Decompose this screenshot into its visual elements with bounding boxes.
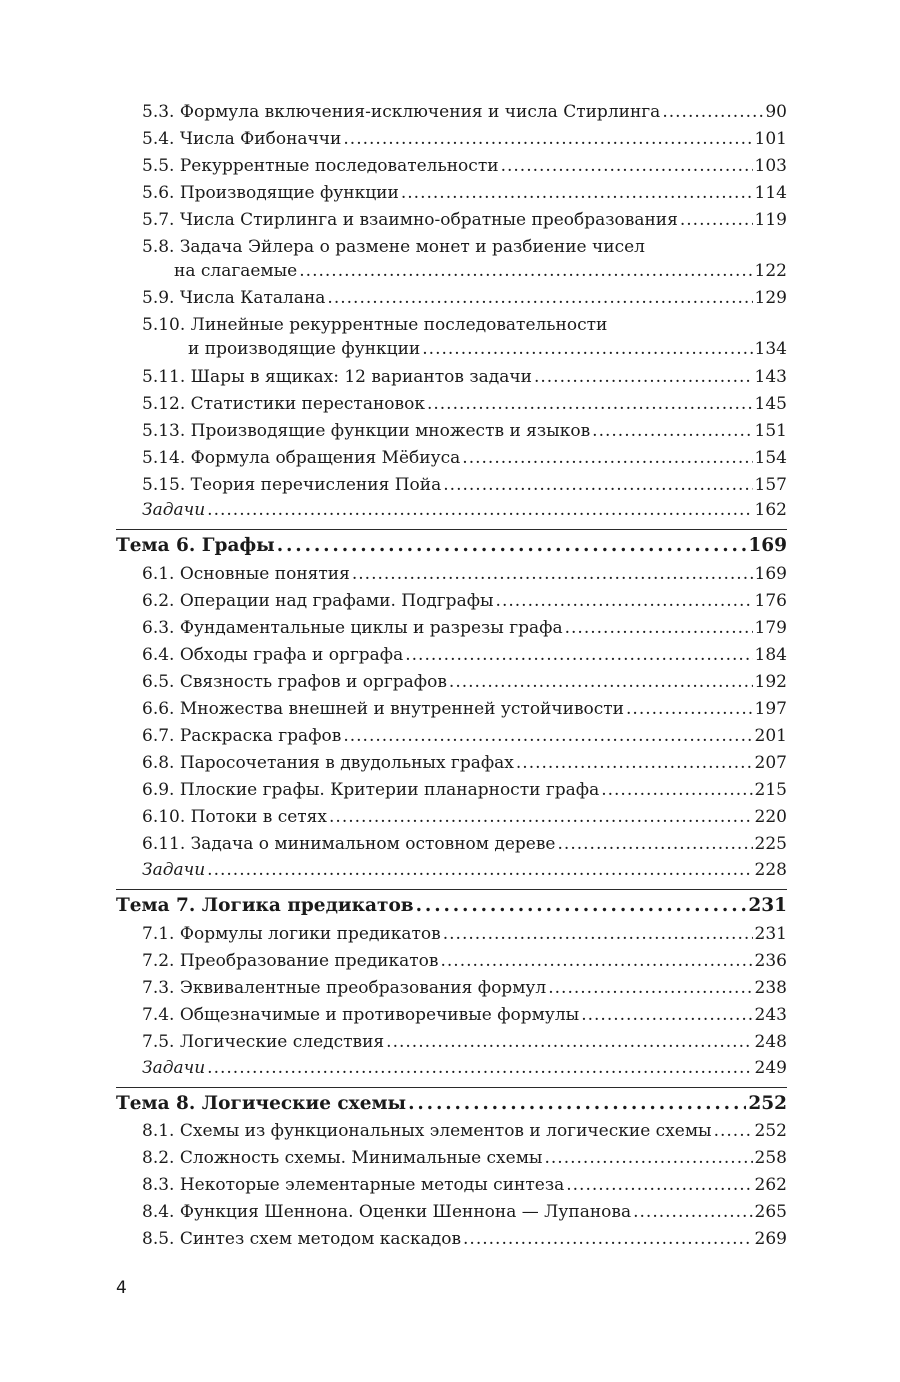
toc-entry-tasks-5[interactable]: [142, 500, 787, 520]
toc-entry-5-6[interactable]: [142, 183, 787, 203]
toc-title: 8.3. Некоторые элементарные методы синтеза: [142, 1175, 565, 1195]
toc-entry-8-1[interactable]: [142, 1121, 787, 1141]
toc-entry-7-4[interactable]: [142, 1005, 787, 1025]
toc-title-line1: 5.8. Задача Эйлера о размене монет и разбиение чисел: [142, 237, 645, 257]
toc-title: 6.1. Основные понятия: [142, 564, 350, 584]
section-divider: [116, 529, 787, 530]
toc-entry-8-4[interactable]: [142, 1202, 787, 1222]
toc-title: 7.2. Преобразование предикатов: [142, 951, 439, 971]
toc-page: 220: [754, 807, 787, 827]
leader-dots: [463, 1229, 753, 1249]
leader-dots: [207, 1058, 752, 1078]
leader-dots: [501, 156, 753, 176]
leader-dots: [516, 753, 753, 773]
toc-entry-tasks-6[interactable]: [142, 860, 787, 880]
toc-page: 176: [754, 591, 787, 611]
leader-dots: [422, 339, 752, 359]
toc-title: 5.14. Формула обращения Мёбиуса: [142, 448, 461, 468]
toc-page: 231: [748, 895, 787, 916]
leader-dots: [416, 896, 747, 916]
toc-title: Тема 6. Графы: [116, 535, 275, 556]
toc-title: 5.9. Числа Каталана: [142, 288, 326, 308]
toc-page: 225: [754, 834, 787, 854]
toc-page: 236: [754, 951, 787, 971]
leader-dots: [207, 860, 752, 880]
toc-entry-5-7[interactable]: [142, 210, 787, 230]
toc-page: 207: [754, 753, 787, 773]
leader-dots: [408, 1094, 746, 1114]
toc-entry-7-5[interactable]: [142, 1032, 787, 1052]
leader-dots: [462, 448, 752, 468]
toc-title: 5.12. Статистики перестановок: [142, 394, 425, 414]
toc-title: Тема 8. Логические схемы: [116, 1093, 407, 1114]
toc-title: 8.5. Синтез схем методом каскадов: [142, 1229, 462, 1249]
leader-dots: [352, 564, 753, 584]
leader-dots: [299, 261, 752, 281]
toc-page: 238: [754, 978, 787, 998]
toc-title: 8.1. Схемы из функциональных элементов и логические схемы: [142, 1121, 712, 1141]
toc-title: Тема 7. Логика предикатов: [116, 895, 414, 916]
leader-dots: [277, 536, 747, 556]
toc-page: 228: [754, 860, 787, 880]
toc-title: 6.2. Операции над графами. Подграфы: [142, 591, 494, 611]
toc-title: 6.10. Потоки в сетях: [142, 807, 327, 827]
toc-page: 162: [754, 500, 787, 520]
toc-title: Задачи: [142, 860, 206, 880]
leader-dots: [427, 394, 753, 414]
leader-dots: [386, 1032, 752, 1052]
toc-page: 129: [754, 288, 787, 308]
toc-page: 231: [754, 924, 787, 944]
toc-entry-5-10[interactable]: [142, 315, 787, 359]
toc-theme-6[interactable]: [116, 536, 787, 556]
toc-title: 6.11. Задача о минимальном остовном дереве: [142, 834, 556, 854]
toc-title-line2: на слагаемые: [174, 261, 298, 281]
toc-page: 154: [754, 448, 787, 468]
toc-entry-6-9[interactable]: [142, 780, 787, 800]
leader-dots: [714, 1121, 753, 1141]
leader-dots: [566, 1175, 752, 1195]
toc-page: 119: [754, 210, 787, 230]
toc-entry-6-8[interactable]: [142, 753, 787, 773]
toc-title-line2: и производящие функции: [188, 339, 421, 359]
toc-page: 122: [754, 261, 787, 281]
leader-dots: [401, 183, 753, 203]
toc-title: 5.3. Формула включения-исключения и числа Стирлинга: [142, 102, 661, 122]
toc-page: 262: [754, 1175, 787, 1195]
toc-page: 252: [754, 1121, 787, 1141]
toc-title: 6.3. Фундаментальные циклы и разрезы графа: [142, 618, 563, 638]
toc-page: 101: [754, 129, 787, 149]
toc-page: 169: [754, 564, 787, 584]
toc-title: 8.4. Функция Шеннона. Оценки Шеннона — Лупанова: [142, 1202, 632, 1222]
toc-page: 90: [765, 102, 787, 122]
toc-title: 6.5. Связность графов и орграфов: [142, 672, 447, 692]
toc-page: 197: [754, 699, 787, 719]
toc-entry-6-4[interactable]: [142, 645, 787, 665]
leader-dots: [440, 951, 752, 971]
toc-entry-5-11[interactable]: [142, 367, 787, 387]
toc-title: 6.4. Обходы графа и орграфа: [142, 645, 404, 665]
toc-entry-tasks-7[interactable]: [142, 1058, 787, 1078]
leader-dots: [496, 591, 753, 611]
leader-dots: [592, 421, 752, 441]
leader-dots: [662, 102, 763, 122]
toc-entry-7-1[interactable]: [142, 924, 787, 944]
toc-page: 201: [754, 726, 787, 746]
toc-page: 243: [754, 1005, 787, 1025]
toc-title: Задачи: [142, 500, 206, 520]
toc-entry-5-4[interactable]: [142, 129, 787, 149]
toc-entry-6-1[interactable]: [142, 564, 787, 584]
leader-dots: [565, 618, 753, 638]
leader-dots: [449, 672, 753, 692]
leader-dots: [548, 978, 752, 998]
toc-theme-8[interactable]: [116, 1094, 787, 1114]
leader-dots: [558, 834, 753, 854]
toc-page: 114: [754, 183, 787, 203]
toc-title: 6.9. Плоские графы. Критерии планарности графа: [142, 780, 600, 800]
leader-dots: [443, 475, 752, 495]
toc-entry-8-3[interactable]: [142, 1175, 787, 1195]
toc-entry-6-11[interactable]: [142, 834, 787, 854]
toc-entry-6-3[interactable]: [142, 618, 787, 638]
toc-entry-6-10[interactable]: [142, 807, 787, 827]
toc-title: 8.2. Сложность схемы. Минимальные схемы: [142, 1148, 543, 1168]
toc-entry-5-5[interactable]: [142, 156, 787, 176]
toc-title: 7.4. Общезначимые и противоречивые формулы: [142, 1005, 580, 1025]
leader-dots: [329, 807, 753, 827]
toc-entry-5-14[interactable]: [142, 448, 787, 468]
toc-entry-5-8[interactable]: [142, 237, 787, 281]
toc-title: 7.3. Эквивалентные преобразования формул: [142, 978, 547, 998]
toc-page: 184: [754, 645, 787, 665]
toc-page: 192: [754, 672, 787, 692]
toc-page: 258: [754, 1148, 787, 1168]
toc-entry-5-12[interactable]: [142, 394, 787, 414]
toc-title: 5.13. Производящие функции множеств и языков: [142, 421, 591, 441]
leader-dots: [207, 500, 752, 520]
toc-page: 134: [754, 339, 787, 359]
toc-entry-5-9[interactable]: [142, 288, 787, 308]
page-number: 4: [116, 1278, 127, 1298]
toc-entry-5-3[interactable]: [142, 102, 787, 122]
toc-page: 265: [754, 1202, 787, 1222]
toc-title: 6.6. Множества внешней и внутренней устойчивости: [142, 699, 625, 719]
toc-title: 7.1. Формулы логики предикатов: [142, 924, 441, 944]
toc-entry-5-13[interactable]: [142, 421, 787, 441]
toc-page: 103: [754, 156, 787, 176]
toc-page: 157: [754, 475, 787, 495]
toc-page: 249: [754, 1058, 787, 1078]
toc-entry-7-2[interactable]: [142, 951, 787, 971]
toc-page: 248: [754, 1032, 787, 1052]
toc-title: 5.5. Рекуррентные последовательности: [142, 156, 499, 176]
toc-entry-7-3[interactable]: [142, 978, 787, 998]
toc-title: 5.11. Шары в ящиках: 12 вариантов задачи: [142, 367, 532, 387]
toc-entry-6-2[interactable]: [142, 591, 787, 611]
toc-page: 179: [754, 618, 787, 638]
leader-dots: [327, 288, 752, 308]
toc-page: 215: [754, 780, 787, 800]
toc-title: 5.15. Теория перечисления Пойа: [142, 475, 442, 495]
toc-entry-6-6[interactable]: [142, 699, 787, 719]
toc-entry-5-15[interactable]: [142, 475, 787, 495]
section-divider: [116, 1087, 787, 1088]
leader-dots: [680, 210, 753, 230]
toc-title: Задачи: [142, 1058, 206, 1078]
toc-title: 6.7. Раскраска графов: [142, 726, 342, 746]
leader-dots: [626, 699, 753, 719]
leader-dots: [443, 924, 753, 944]
leader-dots: [534, 367, 753, 387]
toc-entry-6-5[interactable]: [142, 672, 787, 692]
toc-title-line1: 5.10. Линейные рекуррентные последовательности: [142, 315, 608, 335]
leader-dots: [343, 726, 752, 746]
toc-title: 6.8. Паросочетания в двудольных графах: [142, 753, 514, 773]
toc-page: 269: [754, 1229, 787, 1249]
toc-entry-8-5[interactable]: [142, 1229, 787, 1249]
leader-dots: [633, 1202, 752, 1222]
toc-title: 5.7. Числа Стирлинга и взаимно-обратные преобразования: [142, 210, 678, 230]
leader-dots: [343, 129, 752, 149]
toc-page: 151: [754, 421, 787, 441]
toc-page: 143: [754, 367, 787, 387]
leader-dots: [601, 780, 752, 800]
toc-title: 5.6. Производящие функции: [142, 183, 399, 203]
leader-dots: [405, 645, 752, 665]
leader-dots: [581, 1005, 752, 1025]
toc-entry-6-7[interactable]: [142, 726, 787, 746]
toc-theme-7[interactable]: [116, 896, 787, 916]
toc-title: 7.5. Логические следствия: [142, 1032, 385, 1052]
toc-page: 169: [748, 535, 787, 556]
toc-title: 5.4. Числа Фибоначчи: [142, 129, 342, 149]
section-divider: [116, 889, 787, 890]
toc-entry-8-2[interactable]: [142, 1148, 787, 1168]
toc-page: 145: [754, 394, 787, 414]
leader-dots: [544, 1148, 752, 1168]
toc-page: 252: [748, 1093, 787, 1114]
